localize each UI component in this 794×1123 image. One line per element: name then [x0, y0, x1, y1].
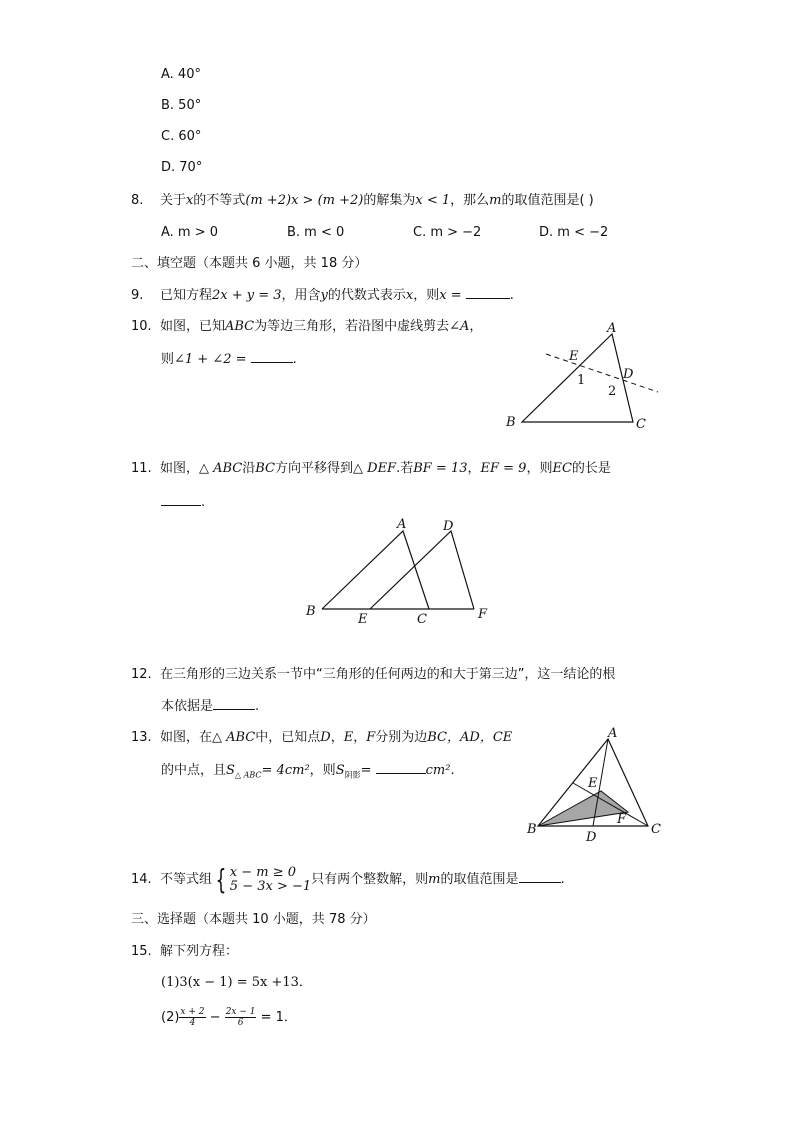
q13-label-e: E [588, 776, 598, 791]
q13-number: 13. [131, 730, 152, 745]
q15-fraction-1-den: 4 [189, 1018, 196, 1028]
q8-option-b: B. m < 0 [287, 225, 345, 240]
q14-text: 的取值范围是 [440, 872, 519, 887]
q10-angle: ∠A [449, 319, 470, 334]
q12-text: 在三角形的三边关系一节中“三角形的任何两边的和大于第三边”，这一结论的根 [159, 667, 616, 682]
q15-number: 15. [131, 944, 152, 959]
q13-question-line2 [161, 761, 455, 785]
q9-text: ，则 [413, 288, 440, 303]
q8-number: 8. [131, 193, 144, 208]
q13-area-subscript: △ ABC [234, 770, 262, 780]
q13-unit: cm². [425, 763, 455, 778]
q15-part1: (1)3(x − 1) = 5x +13． [161, 975, 312, 990]
q9-text: . [509, 288, 514, 303]
q9-lhs: x = [439, 288, 462, 303]
q9-number: 9. [131, 288, 144, 303]
q8-text: 的解集为 [363, 193, 416, 208]
q13-point-e: E [343, 730, 354, 745]
q10-number: 10. [131, 319, 152, 334]
q13-area-s: S [226, 763, 235, 778]
q12-question-line1 [131, 666, 615, 684]
q7-option-b: B. 50° [161, 98, 202, 113]
q13-shaded-subscript: 阴影 [344, 770, 361, 780]
q10-label-e: E [569, 349, 579, 364]
q13-triangle: △ ABC [211, 730, 256, 745]
q13-label-b: B [527, 822, 537, 837]
q11-question-line2 [161, 493, 205, 512]
q10-text: 如图，已知 [159, 319, 225, 334]
q10-cut-line [546, 354, 658, 392]
q13-shaded-s: S [335, 763, 345, 778]
q11-label-b: B [306, 604, 316, 619]
q9-question [131, 286, 514, 305]
q8-var-x: x [185, 193, 194, 208]
q9-answer-blank [466, 286, 510, 299]
q10-text: 则 [161, 352, 175, 367]
q13-equals: = [360, 763, 372, 778]
q15-part2 [161, 1003, 297, 1033]
q8-text: ，那么 [450, 193, 490, 208]
q11-side-bc: BC [255, 461, 275, 476]
q15-fraction-2 [225, 1007, 257, 1028]
q15-fraction-1 [179, 1007, 205, 1028]
q14-brace: { [215, 862, 227, 896]
q10-triangle: ABC [224, 319, 255, 334]
q14-text: . [560, 872, 565, 887]
q8-solution: x < 1 [415, 193, 451, 208]
q10-answer-blank [251, 350, 293, 363]
q11-label-d: D [443, 519, 454, 534]
q10-label-c: C [636, 417, 646, 432]
q7-option-a: A. 40° [161, 67, 201, 82]
q15-fraction-2-num: 2x − 1 [225, 1007, 256, 1017]
q11-number: 11. [131, 461, 152, 476]
q11-ef: EF = 9 [480, 461, 527, 476]
q15-minus: − [209, 1010, 221, 1025]
q13-area-value: = 4cm² [261, 763, 310, 778]
q7-option-d: D. 70° [161, 160, 203, 175]
q12-question-line2 [161, 697, 259, 716]
q13-text: 如图，在 [159, 730, 212, 745]
q13-label-d: D [586, 830, 597, 845]
q14-text: 只有两个整数解，则 [311, 872, 429, 887]
q12-text: 本依据是 [161, 699, 214, 714]
q10-label-b: B [506, 415, 516, 430]
q7-option-c: C. 60° [161, 129, 202, 144]
q11-text: . [201, 495, 206, 510]
q14-answer-blank [519, 870, 561, 883]
q11-figure [300, 515, 500, 630]
q15-fraction-2-den: 6 [237, 1018, 244, 1028]
q13-label-c: C [651, 822, 661, 837]
q11-label-f: F [478, 607, 488, 622]
q15-fraction-1-num: x + 2 [180, 1007, 205, 1017]
q8-text: 关于 [159, 193, 186, 208]
q10-label-angle-2: 2 [608, 384, 617, 399]
q11-label-a: A [397, 517, 407, 532]
q15-part2-label: (2) [161, 1010, 180, 1025]
q10-label-d: D [623, 367, 634, 382]
q14-question [131, 864, 565, 896]
q8-option-c: C. m > −2 [413, 225, 482, 240]
q14-var-m: m [428, 872, 441, 887]
q9-text: 已知方程 [159, 288, 212, 303]
q10-figure [500, 318, 670, 438]
q13-sides: BC，AD，CE [427, 730, 513, 745]
q13-point-d: D [320, 730, 331, 745]
q11-triangle-abc-shape [322, 531, 429, 609]
q13-answer-blank [376, 761, 426, 774]
section-heading-choice: 三、选择题（本题共 10 小题，共 78 分） [131, 912, 376, 927]
q13-text: 分别为边 [375, 730, 428, 745]
q8-text: 的取值范围是( ) [501, 193, 594, 208]
q8-text: 的不等式 [193, 193, 246, 208]
q10-text: ， [469, 319, 483, 334]
q10-expression: ∠1 + ∠2 = [174, 352, 247, 367]
q9-var-x: x [405, 288, 414, 303]
q11-text: 的长是 [571, 461, 611, 476]
q13-text: ，则 [309, 763, 336, 778]
q14-row2: 5 − 3x > −1 [229, 878, 312, 894]
q14-number: 14. [131, 872, 152, 887]
q13-text: 中，已知点 [255, 730, 321, 745]
q11-label-e: E [358, 612, 368, 627]
q11-ec: EC [552, 461, 572, 476]
q11-bf: BF = 13 [413, 461, 468, 476]
q10-text: . [292, 352, 297, 367]
section-heading-fill-in: 二、填空题（本题共 6 小题，共 18 分） [131, 256, 368, 271]
q9-text: ，用含 [281, 288, 321, 303]
q12-number: 12. [131, 667, 152, 682]
q8-var-m: m [489, 193, 502, 208]
q14-text: 不等式组 [159, 872, 212, 887]
q10-text: 为等边三角形，若沿图中虚线剪去 [254, 319, 450, 334]
q9-equation: 2x + y = 3 [211, 288, 282, 303]
q11-text: 沿 [242, 461, 256, 476]
q15-question [131, 943, 238, 961]
q13-question-line1: 13. 如图，在△ ABC中，已知点D，E，F分别为边BC，AD，CE [131, 730, 513, 745]
q8-inequality: (m +2)x > (m +2) [245, 193, 364, 208]
q11-triangle-def: △ DEF [353, 461, 397, 476]
q10-label-angle-1: 1 [577, 373, 586, 388]
q11-text: 方向平移得到 [275, 461, 354, 476]
q15-title: 解下列方程： [159, 944, 238, 959]
q9-text: 的代数式表示 [327, 288, 406, 303]
q11-label-c: C [417, 612, 427, 627]
q13-text: 的中点，且 [161, 763, 227, 778]
q10-question-line1 [131, 318, 482, 336]
q8-question [131, 192, 594, 210]
q11-triangle-def-shape [370, 531, 474, 609]
q13-figure [522, 725, 672, 845]
q8-option-a: A. m > 0 [161, 225, 219, 240]
q13-point-f: F [366, 730, 376, 745]
q14-row1: x − m ≥ 0 [229, 864, 297, 880]
q9-var-y: y [320, 288, 328, 303]
q14-inequality-system [230, 866, 311, 894]
q12-text: . [255, 699, 260, 714]
q10-label-a: A [607, 321, 617, 336]
q11-text: ，则 [526, 461, 553, 476]
q13-label-f: F [617, 812, 627, 827]
q13-label-a: A [608, 726, 618, 741]
q11-answer-blank [161, 493, 201, 506]
q11-triangle-abc: △ ABC [198, 461, 243, 476]
q11-text: 如图， [159, 461, 199, 476]
q12-answer-blank [213, 697, 255, 710]
q10-question-line2 [161, 350, 297, 369]
q11-text: ， [467, 461, 481, 476]
q11-text: .若 [396, 461, 414, 476]
q8-option-d: D. m < −2 [539, 225, 609, 240]
q15-rhs: = 1． [260, 1010, 297, 1025]
q11-question-line1 [131, 460, 611, 478]
